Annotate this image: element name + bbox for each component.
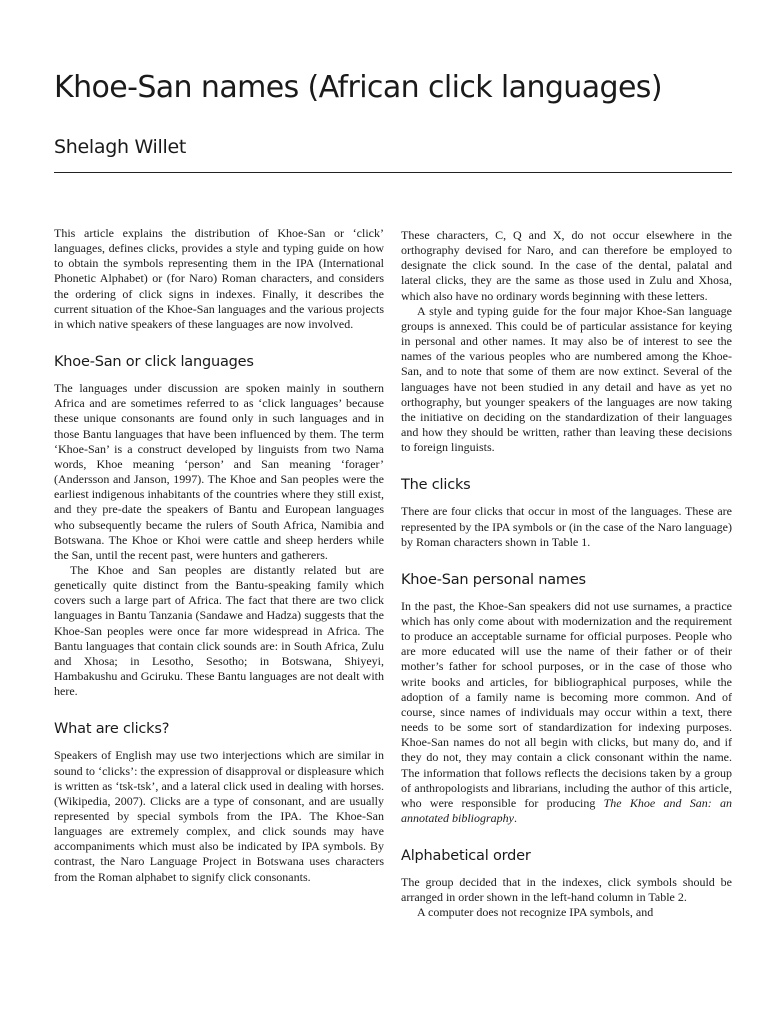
article-title: Khoe-San names (African click languages) bbox=[54, 70, 662, 105]
body-paragraph bbox=[401, 599, 732, 826]
body-paragraph: A style and typing guide for the four major Khoe-San language groups is annexed. This could be of particular assistance for keying in personal and other names. It may also be of interest to see the names of the various peoples who are numbered among the Khoe-San, and to note that some of them are now extinct. Several of the languages have not been studied in any detail and have as yet no orthography, but younger speakers of the languages are now taking the initiative on deciding on the standardization of their languages and how they should be written, rather than leaving these decisions to foreign linguists. bbox=[401, 303, 732, 455]
intro-paragraph: This article explains the distribution of Khoe-San or ‘click’ languages, defines clicks, provides a style and typing guide on how to obtain the symbols representing them in the IPA (International Phonetic Alphabet) or (for Naro) Roman characters, and considers the ordering of click signs in indexes. Finally, it describes the current situation of the Khoe-San languages and the various projects in which native speakers of these languages are now involved. bbox=[54, 226, 384, 331]
body-paragraph: The languages under discussion are spoken mainly in southern Africa and are sometimes referred to as ‘click languages’ because these unique consonants are found only in such languages and in those Bantu languages that have been influenced by them. The term ‘Khoe-San’ is a construct developed by linguists from two Nama words, Khoe meaning ‘person’ and San meaning ‘forager’ (Andersson and Janson, 1997). The Khoe and San peoples were the earliest indigenous inhabitants of the countries where they still exist, and they pre-date the speakers of Bantu and European languages who subsequently became the rulers of South Africa, Namibia and Botswana. The Khoe or Khoi were cattle and sheep herders while the San, until the recent past, were hunters and gatherers. bbox=[54, 381, 384, 562]
section-heading-the-clicks: The clicks bbox=[401, 477, 471, 494]
bibliography-title: The Khoe and San: an annotated bibliography bbox=[401, 795, 732, 825]
body-text: . bbox=[514, 811, 517, 825]
body-paragraph: The group decided that in the indexes, click symbols should be arranged in order shown in the left-hand column in Table 2. bbox=[401, 875, 732, 905]
body-paragraph: These characters, C, Q and X, do not occur elsewhere in the orthography devised for Naro, and can therefore be employed to designate the click sound. In the case of the dental, palatal and lateral clicks, they are the same as those used in Zulu and Xhosa, which also have no ordinary words beginning with these letters. bbox=[401, 228, 732, 303]
section-heading-khoe-san-or-click-languages: Khoe-San or click languages bbox=[54, 354, 254, 371]
right-column bbox=[401, 226, 732, 921]
left-column bbox=[54, 226, 384, 885]
section-heading-alphabetical-order: Alphabetical order bbox=[401, 848, 531, 865]
article-author: Shelagh Willet bbox=[54, 136, 187, 158]
body-paragraph: The Khoe and San peoples are distantly related but are genetically quite distinct from the Bantu-speaking family which covers such a large part of Africa. The fact that there are two click languages in Bantu Tanzania (Sandawe and Hadza) suggests that the Khoe-San peoples were once far more widespread in Africa. The Bantu languages that contain click sounds are: in South Africa, Zulu and Xhosa; in Lesotho, Sesotho; in Botswana, Shiyeyi, Hambakushu and Gciruku. These Bantu languages are not dealt with here. bbox=[54, 562, 384, 699]
body-text: In the past, the Khoe-San speakers did not use surnames, a practice which has only come about with modernization and the requirement to produce an acceptable surname for official purposes. People who are more educated will use the name of their father or of their mother’s father for school purposes, or in the case of those who write books and articles, for bibliographical purposes, while the adoption of a family name is becoming more common. And of course, since names of individuals may occur within a text, there needs to be some sort of standardization for indexing purposes. Khoe-San names do not all begin with clicks, but many do, and if they do not, they may contain a click consonant within the name. The information that follows reflects the decisions taken by a group of anthropologists and librarians, including the author of this article, who were responsible for producing bbox=[401, 598, 732, 810]
body-paragraph: There are four clicks that occur in most of the languages. These are represented by the IPA symbols or (in the case of the Naro language) by Roman characters shown in Table 1. bbox=[401, 504, 732, 549]
header-rule bbox=[54, 172, 732, 173]
body-paragraph: Speakers of English may use two interjections which are similar in sound to ‘clicks’: the expression of disapproval or displeasure which is written as ‘tsk-tsk’, and a lateral click used in dealing with horses. (Wikipedia, 2007). Clicks are a type of consonant, and are usually represented by special symbols from the IPA. The Khoe-San languages are extremely complex, and click sounds may have accompaniments which must also be indicated by IPA symbols. By contrast, the Naro Language Project in Botswana uses characters from the Roman alphabet to signify click consonants. bbox=[54, 748, 384, 884]
body-paragraph: A computer does not recognize IPA symbols, and bbox=[417, 905, 654, 920]
section-heading-what-are-clicks: What are clicks? bbox=[54, 721, 170, 738]
section-heading-khoe-san-personal-names: Khoe-San personal names bbox=[401, 571, 586, 588]
